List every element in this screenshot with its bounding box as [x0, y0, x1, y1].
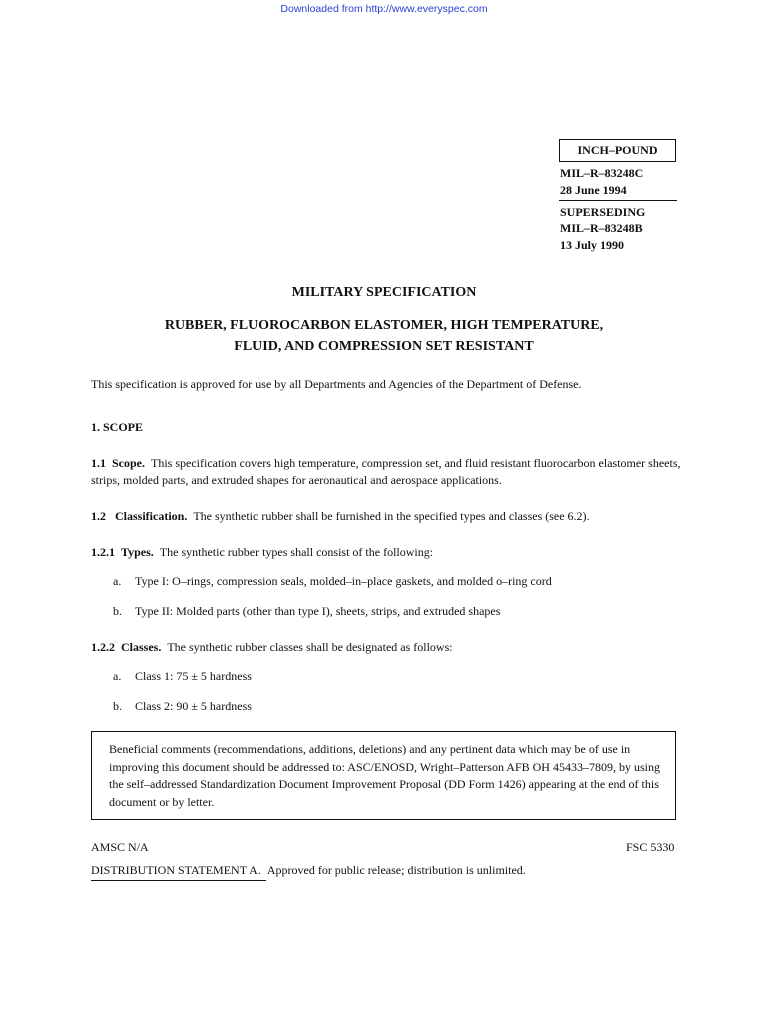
superseded-document-id: MIL–R–83248B — [560, 221, 643, 235]
list-item-letter: b. — [113, 604, 122, 618]
paragraph-text: This specification covers high temperature, compression set, and fluid resistant fluorocarbon elastomer sheets, strips, molded parts, and extruded shapes for aeronautical and aerospace applications. — [91, 456, 681, 487]
download-source-banner[interactable]: Downloaded from http://www.everyspec.com — [280, 3, 488, 15]
paragraph-1-2-1 — [91, 544, 691, 561]
list-item-letter: b. — [113, 699, 122, 713]
superseded-document-date: 13 July 1990 — [560, 238, 625, 252]
distribution-statement-label: DISTRIBUTION STATEMENT A. — [91, 863, 261, 877]
paragraph-1-1 — [91, 455, 691, 489]
document-type-heading: MILITARY SPECIFICATION — [291, 285, 477, 300]
paragraph-title: Types. — [121, 545, 154, 559]
superseding-label: SUPERSEDING — [560, 205, 646, 219]
list-item-text: Class 1: 75 ± 5 hardness — [135, 669, 252, 683]
paragraph-number: 1.1 — [91, 456, 106, 470]
paragraph-number: 1.2.2 — [91, 640, 115, 654]
fsc-number: FSC 5330 — [626, 840, 675, 854]
paragraph-text: The synthetic rubber classes shall be designated as follows: — [167, 640, 453, 654]
paragraph-text: The synthetic rubber types shall consist of the following: — [159, 545, 434, 559]
paragraph-1-2-2 — [91, 639, 691, 656]
header-divider — [559, 200, 677, 201]
document-id: MIL–R–83248C — [560, 166, 644, 180]
paragraph-title: Scope. — [112, 456, 145, 470]
document-title-line-1: RUBBER, FLUOROCARBON ELASTOMER, HIGH TEMPERATURE, — [164, 318, 604, 333]
document-date: 28 June 1994 — [560, 183, 627, 197]
list-item-text: Class 2: 90 ± 5 hardness — [135, 699, 252, 713]
list-item-letter: a. — [113, 669, 122, 683]
list-item-text: Type II: Molded parts (other than type I), sheets, strips, and extruded shapes — [135, 604, 501, 618]
paragraph-title: Classification. — [115, 509, 188, 523]
distribution-statement-text: Approved for public release; distribution is unlimited. — [266, 863, 526, 877]
units-box: INCH–POUND — [559, 139, 676, 162]
paragraph-number: 1.2.1 — [91, 545, 115, 559]
paragraph-1-2 — [91, 508, 691, 525]
section-scope-heading: 1. SCOPE — [91, 420, 144, 434]
distribution-statement — [91, 863, 526, 878]
document-title-line-2: FLUID, AND COMPRESSION SET RESISTANT — [234, 339, 534, 354]
distribution-label-underline — [91, 880, 266, 881]
approval-statement: This specification is approved for use by all Departments and Agencies of the Department of Defense. — [91, 377, 582, 391]
list-item-letter: a. — [113, 574, 122, 588]
paragraph-title: Classes. — [121, 640, 162, 654]
amsc-number: AMSC N/A — [91, 840, 149, 854]
comments-notice-box: Beneficial comments (recommendations, additions, deletions) and any pertinent data which may be of use in improving this document should be addressed to: ASC/ENOSD, Wright–Patterson AFB OH 45433–7809, by using the self–addressed Standardization Document Improvement Proposal (DD Form 1426) appearing at the end of this document or by letter. — [91, 731, 676, 820]
paragraph-text: The synthetic rubber shall be furnished in the specified types and classes (see 6.2). — [193, 509, 590, 523]
list-item-text: Type I: O–rings, compression seals, molded–in–place gaskets, and molded o–ring cord — [135, 574, 552, 588]
paragraph-number: 1.2 — [91, 509, 106, 523]
